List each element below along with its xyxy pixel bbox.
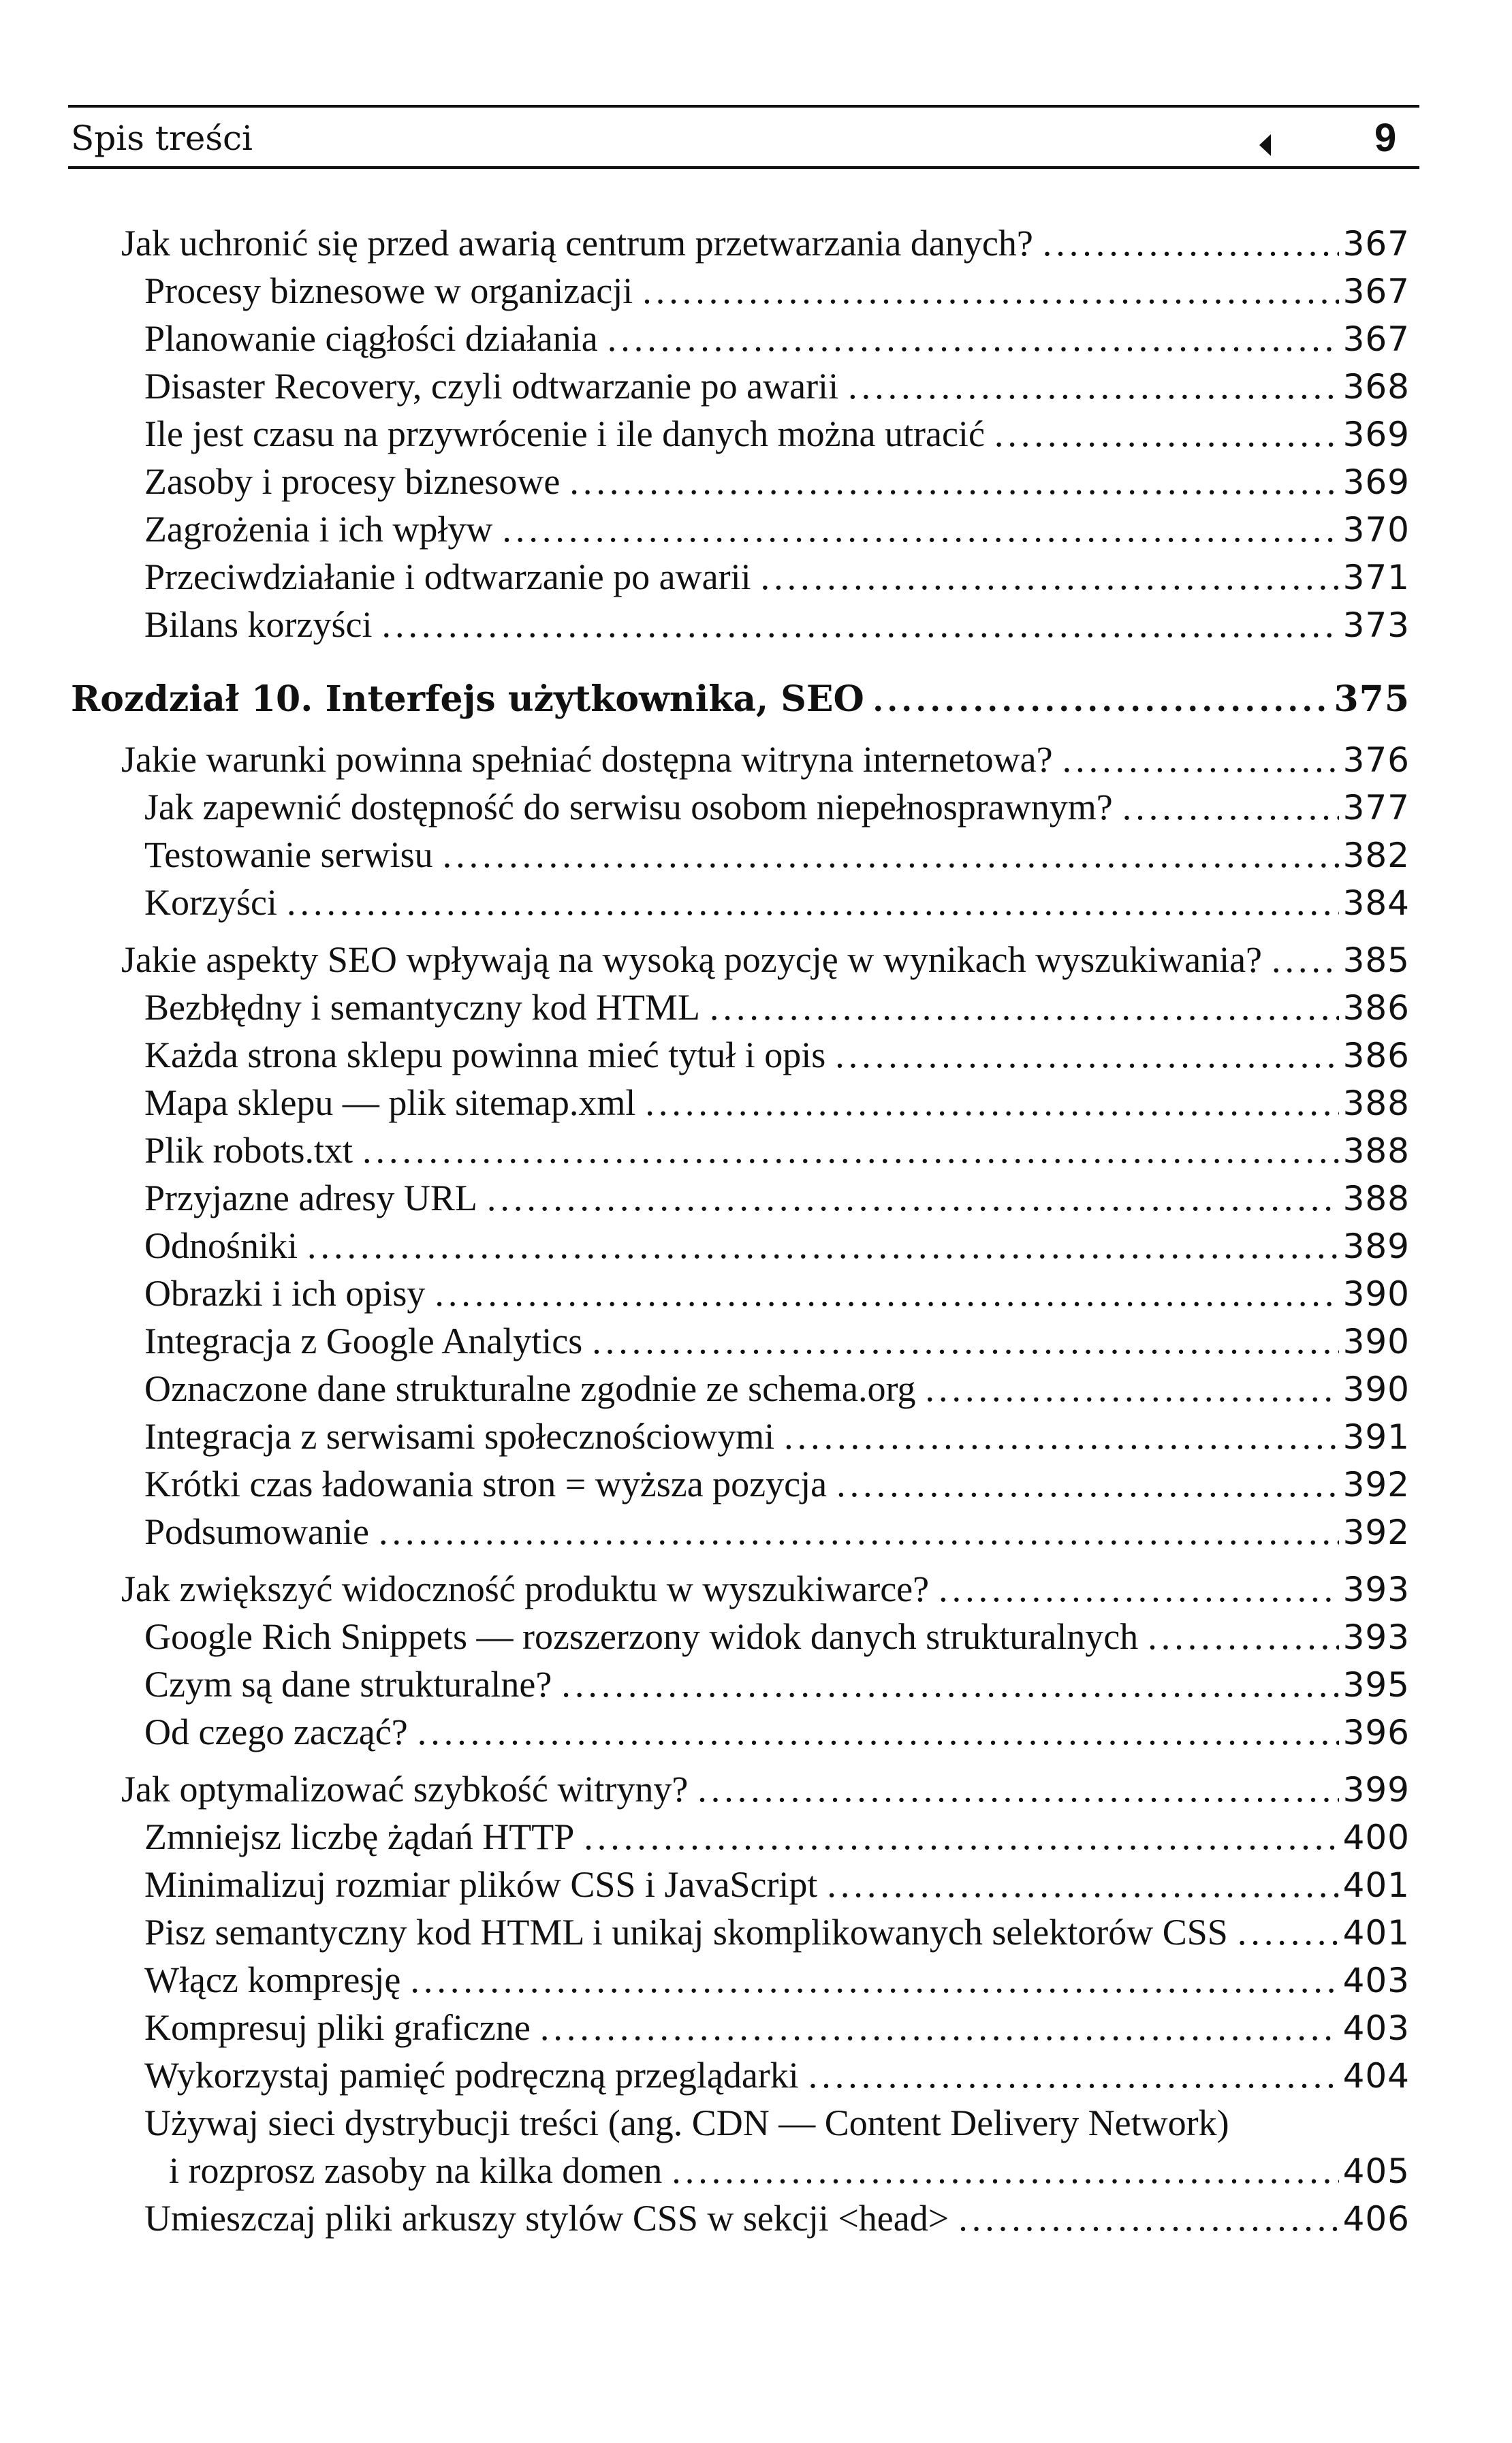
toc-entry[interactable] (0, 1365, 1512, 1413)
toc-section-heading[interactable] (0, 1765, 1512, 1813)
toc-entry-page: 382 (1342, 836, 1410, 875)
toc-entry-page: 369 (1342, 415, 1410, 454)
toc-entry-page: 386 (1342, 988, 1410, 1028)
toc-entry[interactable] (0, 1413, 1512, 1460)
chapter-page: 375 (1334, 678, 1410, 720)
dot-leader (1238, 1908, 1339, 1956)
toc-entry-page: 395 (1342, 1665, 1410, 1705)
dot-leader (502, 505, 1339, 553)
toc-entry-label: Procesy biznesowe w organizacji (144, 270, 633, 311)
toc-entry-page: 390 (1342, 1322, 1410, 1361)
toc-entry-page: 393 (1342, 1570, 1410, 1609)
toc-section-heading[interactable] (0, 219, 1512, 267)
toc-entry[interactable] (0, 1813, 1512, 1861)
toc-entry[interactable] (0, 1317, 1512, 1365)
toc-entry[interactable] (0, 1861, 1512, 1908)
toc-entry-label: Bezbłędny i semantyczny kod HTML (144, 987, 700, 1028)
dot-leader (761, 553, 1339, 601)
toc-section-heading[interactable] (0, 936, 1512, 983)
toc-entry[interactable] (0, 1956, 1512, 2004)
dot-leader (808, 2051, 1339, 2099)
running-header-title: Spis treści (71, 119, 253, 158)
toc-entry-page: 392 (1342, 1513, 1410, 1552)
toc-entry-page: 393 (1342, 1618, 1410, 1657)
toc-entry-label: Od czego zacząć? (144, 1712, 408, 1752)
toc-entry-page: 371 (1342, 558, 1410, 597)
toc-entry[interactable] (0, 362, 1512, 410)
toc-entry-page: 400 (1342, 1818, 1410, 1857)
dot-leader (381, 601, 1339, 648)
dot-leader (435, 1270, 1339, 1317)
table-of-contents (0, 219, 1512, 2242)
toc-entry-page: 390 (1342, 1370, 1410, 1409)
toc-entry-page: 401 (1342, 1913, 1410, 1953)
dot-leader (592, 1317, 1339, 1365)
dot-leader (608, 315, 1339, 362)
toc-entry-page: 369 (1342, 462, 1410, 502)
chapter-title: Rozdział 10. Interfejs użytkownika, SEO (71, 678, 864, 720)
page-number: 9 (1374, 116, 1397, 160)
toc-entry-label: Ile jest czasu na przywrócenie i ile danych można utracić (144, 413, 985, 454)
toc-entry-first-line[interactable] (0, 2099, 1512, 2147)
toc-entry[interactable] (0, 458, 1512, 505)
toc-entry-page: 376 (1342, 740, 1410, 780)
dot-leader (540, 2004, 1339, 2051)
toc-entry-label: Integracja z serwisami społecznościowymi (144, 1416, 775, 1457)
toc-entry-page: 388 (1342, 1179, 1410, 1218)
toc-entry-page: 384 (1342, 883, 1410, 923)
toc-entry-page: 389 (1342, 1227, 1410, 1266)
dot-leader (287, 879, 1339, 926)
dot-leader (307, 1222, 1339, 1270)
toc-entry[interactable] (0, 410, 1512, 458)
dot-leader (418, 1708, 1339, 1756)
dot-leader (584, 1813, 1339, 1861)
header-bottom-rule (68, 166, 1419, 169)
dot-leader (410, 1956, 1339, 2004)
toc-entry-page: 404 (1342, 2056, 1410, 2096)
toc-entry-label: Czym są dane strukturalne? (144, 1664, 552, 1705)
toc-entry[interactable] (0, 1508, 1512, 1556)
dot-leader (487, 1174, 1339, 1222)
toc-entry-label: Kompresuj pliki graficzne (144, 2007, 531, 2048)
dot-leader (836, 1460, 1339, 1508)
toc-entry-page: 385 (1342, 941, 1410, 980)
toc-entry-page: 388 (1342, 1084, 1410, 1123)
toc-entry-label: Podsumowanie (144, 1511, 369, 1552)
dot-leader (1062, 736, 1339, 783)
toc-entry-page: 403 (1342, 1961, 1410, 2000)
toc-entry[interactable] (0, 2004, 1512, 2051)
toc-entry-label: Disaster Recovery, czyli odtwarzanie po awarii (144, 366, 839, 407)
toc-entry-page: 367 (1342, 319, 1410, 359)
toc-entry-page: 373 (1342, 605, 1410, 645)
toc-entry[interactable] (0, 783, 1512, 831)
toc-entry-page: 377 (1342, 788, 1410, 828)
toc-entry[interactable] (0, 553, 1512, 601)
dot-leader (1043, 219, 1339, 267)
dot-leader (1122, 783, 1339, 831)
toc-entry[interactable] (0, 267, 1512, 315)
toc-entry-page: 368 (1342, 367, 1410, 407)
toc-entry-label: Włącz kompresję (144, 1959, 401, 2000)
dot-leader (443, 831, 1339, 879)
toc-entry-page: 367 (1342, 224, 1410, 264)
toc-entry-label: Każda strona sklepu powinna mieć tytuł i opis (144, 1035, 826, 1075)
toc-entry-label: Obrazki i ich opisy (144, 1273, 426, 1314)
toc-entry-label: Zasoby i procesy biznesowe (144, 461, 561, 502)
toc-entry-label: Minimalizuj rozmiar plików CSS i JavaScript (144, 1864, 818, 1905)
toc-entry[interactable] (0, 1660, 1512, 1708)
toc-entry-label-continuation: i rozprosz zasoby na kilka domen (169, 2150, 663, 2191)
toc-entry-label: Używaj sieci dystrybucji treści (ang. CDN — Content Delivery Network) (144, 2102, 1229, 2143)
dot-leader (784, 1413, 1339, 1460)
dot-leader (672, 2147, 1339, 2194)
toc-entry-page: 406 (1342, 2199, 1410, 2239)
toc-section-heading[interactable] (0, 736, 1512, 783)
dot-leader (697, 1765, 1339, 1813)
toc-entry-label: Integracja z Google Analytics (144, 1321, 583, 1361)
toc-entry-page: 399 (1342, 1770, 1410, 1810)
toc-entry-label: Bilans korzyści (144, 604, 373, 645)
toc-entry-label: Oznaczone dane strukturalne zgodnie ze schema.org (144, 1368, 916, 1409)
toc-entry-page: 391 (1342, 1417, 1410, 1457)
toc-entry-label: Jak zwiększyć widoczność produktu w wyszukiwarce? (121, 1569, 930, 1609)
toc-entry-label: Jak optymalizować szybkość witryny? (121, 1769, 689, 1810)
toc-entry[interactable] (0, 1222, 1512, 1270)
dot-leader (827, 1861, 1339, 1908)
toc-entry[interactable] (0, 1174, 1512, 1222)
toc-entry-page: 390 (1342, 1274, 1410, 1314)
toc-entry-label: Google Rich Snippets — rozszerzony widok danych strukturalnych (144, 1616, 1139, 1657)
toc-entry-continuation[interactable] (0, 2147, 1512, 2194)
toc-entry-label: Umieszczaj pliki arkuszy stylów CSS w sekcji <head> (144, 2198, 949, 2239)
toc-entry-label: Korzyści (144, 882, 277, 923)
toc-entry-page: 401 (1342, 1865, 1410, 1905)
toc-entry-label: Plik robots.txt (144, 1130, 353, 1171)
toc-entry-label: Przyjazne adresy URL (144, 1178, 477, 1218)
toc-entry[interactable] (0, 315, 1512, 362)
toc-entry[interactable] (0, 505, 1512, 553)
toc-entry-page: 396 (1342, 1713, 1410, 1752)
toc-entry[interactable] (0, 2194, 1512, 2242)
toc-entry-page: 403 (1342, 2008, 1410, 2048)
toc-entry[interactable] (0, 1613, 1512, 1660)
toc-entry[interactable] (0, 831, 1512, 879)
toc-entry-label: Testowanie serwisu (144, 834, 433, 875)
toc-entry[interactable] (0, 983, 1512, 1031)
dot-leader (939, 1565, 1339, 1613)
toc-entry-label: Planowanie ciągłości działania (144, 318, 598, 359)
toc-entry-label: Zmniejsz liczbę żądań HTTP (144, 1816, 575, 1857)
toc-entry[interactable] (0, 879, 1512, 926)
toc-entry[interactable] (0, 1460, 1512, 1508)
dot-leader (1148, 1613, 1339, 1660)
toc-entry[interactable] (0, 601, 1512, 648)
header-top-rule (68, 105, 1419, 108)
toc-entry-label: Jakie warunki powinna spełniać dostępna witryna internetowa? (121, 739, 1053, 780)
dot-leader (848, 362, 1339, 410)
dot-leader (379, 1508, 1339, 1556)
toc-entry[interactable] (0, 1126, 1512, 1174)
toc-entry-page: 388 (1342, 1131, 1410, 1171)
toc-entry-page: 386 (1342, 1036, 1410, 1075)
dot-leader (874, 674, 1329, 727)
toc-entry-label: Pisz semantyczny kod HTML i unikaj skomplikowanych selektorów CSS (144, 1912, 1228, 1953)
toc-entry-label: Jak uchronić się przed awarią centrum przetwarzania danych? (121, 223, 1033, 264)
dot-leader (561, 1660, 1339, 1708)
toc-entry-label: Mapa sklepu — plik sitemap.xml (144, 1082, 636, 1123)
dot-leader (362, 1126, 1339, 1174)
left-triangle-icon (1259, 134, 1271, 156)
toc-entry[interactable] (0, 1270, 1512, 1317)
toc-chapter-heading[interactable] (0, 673, 1512, 726)
dot-leader (569, 458, 1339, 505)
toc-entry-label: Przeciwdziałanie i odtwarzanie po awarii (144, 556, 751, 597)
toc-entry-page: 405 (1342, 2152, 1410, 2191)
toc-entry[interactable] (0, 2051, 1512, 2099)
dot-leader (642, 267, 1339, 315)
dot-leader (710, 983, 1339, 1031)
dot-leader (994, 410, 1339, 458)
toc-entry-label: Jakie aspekty SEO wpływają na wysoką pozycję w wynikach wyszukiwania? (121, 939, 1263, 980)
toc-entry-page: 367 (1342, 272, 1410, 311)
dot-leader (835, 1031, 1339, 1079)
toc-entry-label: Krótki czas ładowania stron = wyższa pozycja (144, 1464, 828, 1504)
dot-leader (958, 2194, 1339, 2242)
toc-section-heading[interactable] (0, 1565, 1512, 1613)
toc-entry-label: Zagrożenia i ich wpływ (144, 509, 493, 550)
toc-entry-label: Wykorzystaj pamięć podręczną przeglądarki (144, 2055, 799, 2096)
dot-leader (645, 1079, 1339, 1126)
toc-entry[interactable] (0, 1708, 1512, 1756)
toc-entry-label: Odnośniki (144, 1225, 298, 1266)
dot-leader (1272, 936, 1339, 983)
toc-entry-page: 370 (1342, 510, 1410, 550)
toc-entry[interactable] (0, 1908, 1512, 1956)
toc-entry-page: 392 (1342, 1465, 1410, 1504)
toc-entry[interactable] (0, 1031, 1512, 1079)
toc-entry[interactable] (0, 1079, 1512, 1126)
toc-entry-label: Jak zapewnić dostępność do serwisu osobom niepełnosprawnym? (144, 787, 1113, 828)
dot-leader (926, 1365, 1340, 1413)
